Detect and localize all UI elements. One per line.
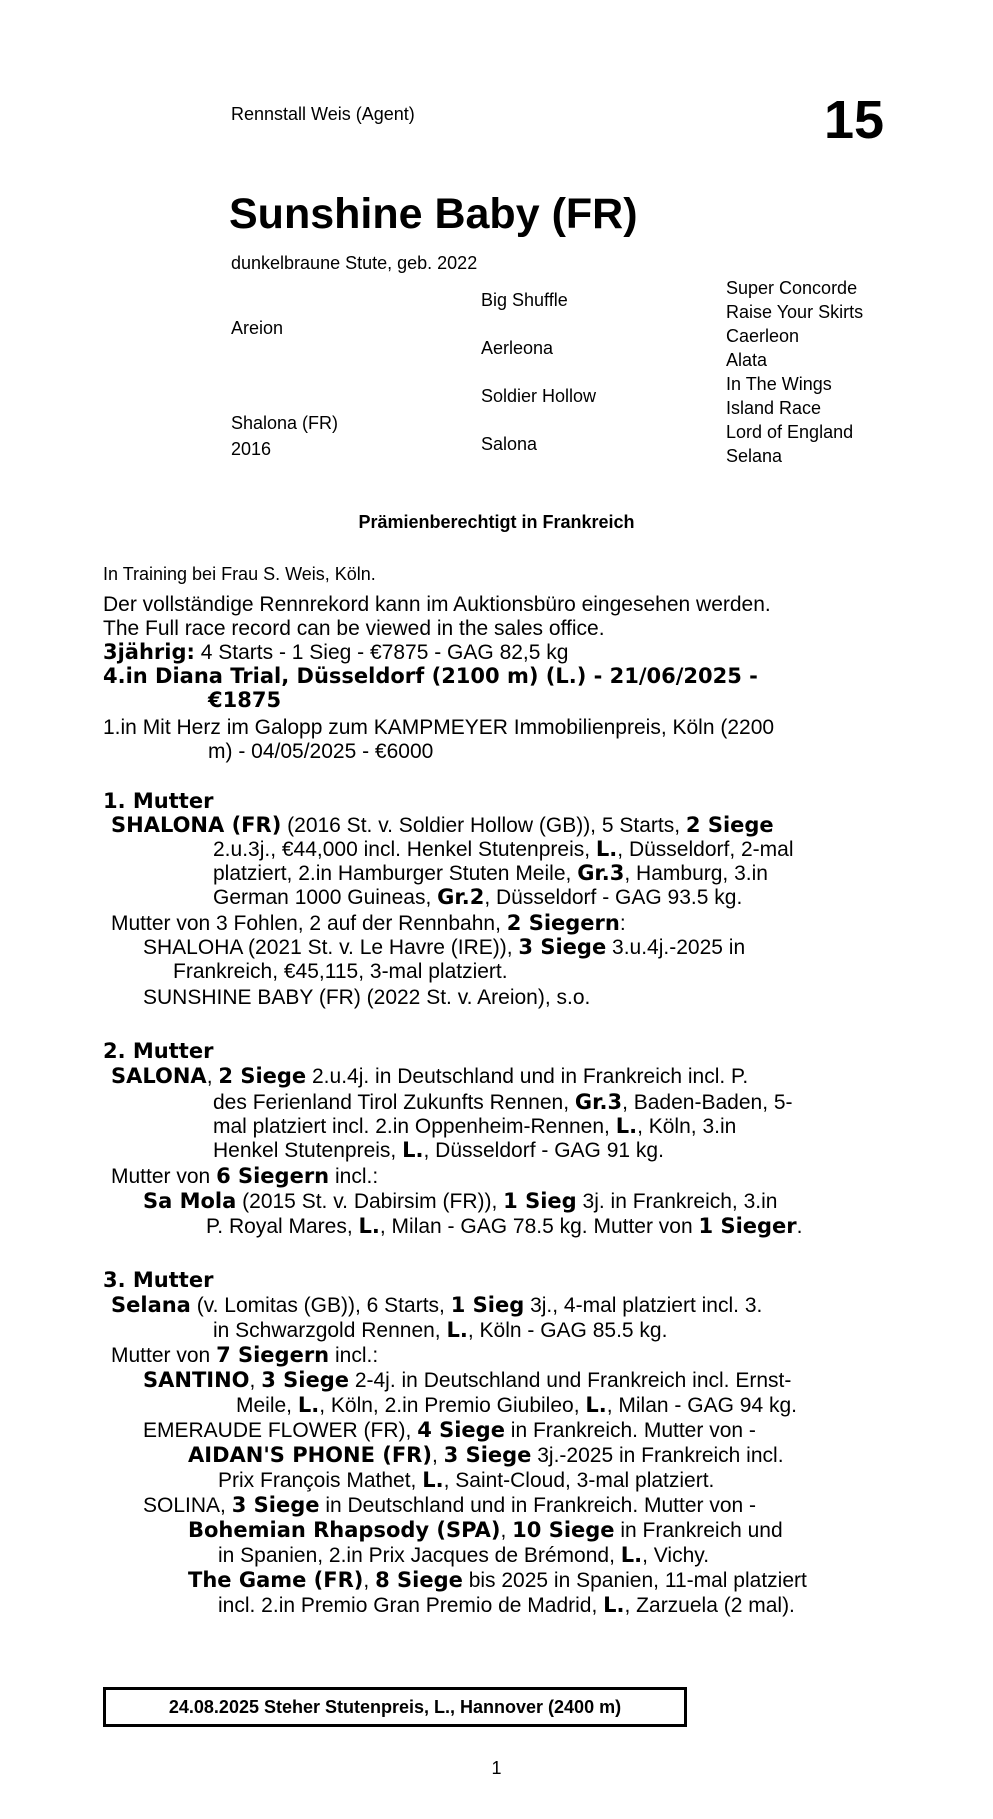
second-dam-foal-cont	[206, 1214, 802, 1239]
race-result-2-cont: m) - 04/05/2025 - €6000	[208, 740, 434, 763]
grandfoal-wins: 8 Siege	[375, 1568, 463, 1592]
third-dam-text: in Schwarzgold Rennen,	[213, 1319, 441, 1342]
first-dam-line	[213, 837, 794, 862]
race-record-summary	[103, 640, 568, 665]
grandfoal-text: incl. 2.in Premio Gran Premio de Madrid,	[218, 1594, 598, 1617]
pedigree-dam-year: 2016	[231, 439, 272, 459]
grandfoal-cont	[218, 1468, 714, 1493]
grandfoal-text: , Zarzuela (2 mal).	[624, 1594, 795, 1617]
produce-tail: incl.:	[334, 1165, 379, 1188]
foal-text: , Köln, 2.in Premio Giubileo,	[319, 1394, 580, 1417]
pedigree-grandparent: Soldier Hollow	[481, 386, 597, 406]
punct: .	[796, 1215, 803, 1238]
punct: ,	[431, 1444, 438, 1467]
foal-text: SHALOHA (2021 St. v. Le Havre (IRE)),	[143, 936, 513, 959]
listed-mark: L.	[422, 1468, 444, 1492]
first-dam-text: 2.u.3j., €44,000 incl. Henkel Stutenpreis,	[213, 838, 591, 861]
group-mark: Gr.3	[577, 861, 625, 885]
third-dam-foal-cont	[236, 1393, 797, 1418]
grandfoal-cont	[218, 1543, 709, 1568]
third-dam-text: , Köln - GAG 85.5 kg.	[467, 1319, 668, 1342]
grandfoal-wins: 3 Siege	[443, 1443, 532, 1467]
first-dam-line	[213, 885, 742, 910]
second-dam-produce	[111, 1164, 378, 1189]
grandfoal-text: bis 2025 in Spanien, 11-mal platziert	[468, 1569, 807, 1592]
second-dam-line	[213, 1138, 664, 1163]
first-dam-foal: SUNSHINE BABY (FR) (2022 St. v. Areion), s.o.	[143, 986, 591, 1009]
third-dam-foal	[143, 1418, 756, 1443]
grandfoal-name: AIDAN'S PHONE (FR)	[188, 1443, 432, 1467]
produce-winners: 7 Siegern	[216, 1343, 330, 1367]
listed-mark: L.	[615, 1114, 638, 1138]
foal-text: Meile,	[236, 1394, 293, 1417]
second-dam-text: mal platziert incl. 2.in Oppenheim-Rennen,	[213, 1115, 610, 1138]
third-dam-text: (v. Lomitas (GB)), 6 Starts,	[196, 1294, 445, 1317]
first-dam-produce	[111, 911, 626, 936]
engagement-text: 24.08.2025 Steher Stutenpreis, L., Hannover (2400 m)	[168, 1696, 622, 1717]
foal-text: , Milan - GAG 78.5 kg. Mutter von	[379, 1215, 693, 1238]
eligibility-note: Prämienberechtigt in Frankreich	[358, 512, 635, 532]
produce-winners: 6 Siegern	[216, 1164, 330, 1188]
third-dam-foal	[143, 1368, 791, 1393]
foal-text: (2015 St. v. Dabirsim (FR)),	[242, 1190, 498, 1213]
first-dam-text: , Düsseldorf - GAG 93.5 kg.	[484, 886, 743, 909]
third-dam-line	[213, 1318, 667, 1343]
lot-number: 15	[824, 90, 885, 150]
grandfoal-text: in Spanien, 2.in Prix Jacques de Brémond,	[218, 1544, 615, 1567]
third-dam-line	[111, 1293, 762, 1318]
pedigree-great-grandparent: In The Wings	[726, 374, 832, 394]
pedigree-grandparent: Aerleona	[481, 338, 554, 358]
first-dam-text: (2016 St. v. Soldier Hollow (GB)), 5 Starts,	[287, 814, 681, 837]
age-summary: 4 Starts - 1 Sieg - €7875 - GAG 82,5 kg	[200, 641, 569, 664]
first-dam-name: SHALONA (FR)	[111, 813, 282, 837]
pedigree-great-grandparent: Lord of England	[726, 422, 854, 442]
punct: ,	[206, 1065, 213, 1088]
pedigree-grandparent: Salona	[481, 434, 538, 454]
age-label: 3jährig:	[103, 640, 195, 664]
first-dam-text: German 1000 Guineas,	[213, 886, 432, 909]
foal-text: 3j. in Frankreich, 3.in	[582, 1190, 778, 1213]
foal-text: EMERAUDE FLOWER (FR),	[143, 1419, 412, 1442]
pedigree-dam: Shalona (FR)	[231, 413, 339, 433]
first-dam-foal-cont: Frankreich, €45,115, 3-mal platziert.	[173, 960, 508, 983]
foal-text: in Deutschland und in Frankreich. Mutter von -	[325, 1494, 757, 1517]
grandfoal-text: in Frankreich und	[620, 1519, 783, 1542]
second-dam-text: , Düsseldorf - GAG 91 kg.	[423, 1139, 664, 1162]
pedigree-great-grandparent: Island Race	[726, 398, 822, 418]
grandfoal-cont	[218, 1593, 795, 1618]
pedigree-great-grandparent: Selana	[726, 446, 783, 466]
group-mark: Gr.3	[574, 1090, 623, 1114]
grandfoal-text: 3j.-2025 in Frankreich incl.	[537, 1444, 784, 1467]
listed-mark: L.	[446, 1318, 468, 1342]
foal-produce: 1 Sieger	[698, 1214, 797, 1238]
pedigree-great-grandparent: Caerleon	[726, 326, 800, 346]
grandfoal-text: , Saint-Cloud, 3-mal platziert.	[443, 1469, 715, 1492]
listed-mark: L.	[585, 1393, 607, 1417]
third-dam-heading: 3. Mutter	[103, 1268, 214, 1292]
foal-name: SANTINO	[143, 1368, 250, 1392]
foal-wins: 4 Siege	[417, 1418, 505, 1442]
produce-colon: :	[619, 912, 626, 935]
foal-text: in Frankreich. Mutter von -	[510, 1419, 756, 1442]
listed-mark: L.	[595, 837, 618, 861]
third-dam-foal	[143, 1493, 756, 1518]
produce-intro: Mutter von	[111, 1344, 211, 1367]
punct: ,	[500, 1519, 507, 1542]
foal-wins: 3 Siege	[518, 935, 607, 959]
first-dam-text: , Düsseldorf, 2-mal	[617, 838, 794, 861]
third-dam-wins: 1 Sieg	[450, 1293, 525, 1317]
first-dam-heading: 1. Mutter	[103, 789, 214, 813]
foal-wins: 3 Siege	[231, 1493, 320, 1517]
first-dam-line	[213, 861, 768, 886]
horse-description: dunkelbraune Stute, geb. 2022	[231, 253, 478, 273]
third-dam-text: 3j., 4-mal platziert incl. 3.	[530, 1294, 763, 1317]
grandfoal-name: The Game (FR)	[188, 1568, 364, 1592]
second-dam-line	[213, 1114, 736, 1139]
second-dam-text: , Baden-Baden, 5-	[622, 1091, 793, 1114]
foal-text: , Milan - GAG 94 kg.	[606, 1394, 797, 1417]
race-result-1: 4.in Diana Trial, Düsseldorf (2100 m) (L.) - 21/06/2025 -	[103, 664, 758, 688]
pedigree-great-grandparent: Raise Your Skirts	[726, 302, 864, 322]
listed-mark: L.	[603, 1593, 625, 1617]
grandfoal	[188, 1518, 783, 1543]
punct: ,	[249, 1369, 256, 1392]
race-record-note-de: Der vollständige Rennrekord kann im Auktionsbüro eingesehen werden.	[103, 593, 771, 616]
second-dam-foal	[143, 1189, 777, 1214]
foal-text: 2-4j. in Deutschland und Frankreich incl. Ernst-	[354, 1369, 792, 1392]
first-dam-text: , Hamburg, 3.in	[624, 862, 768, 885]
second-dam-text: Henkel Stutenpreis,	[213, 1139, 397, 1162]
pedigree-great-grandparent: Alata	[726, 350, 768, 370]
page-number: 1	[491, 1758, 502, 1778]
second-dam-text: , Köln, 3.in	[637, 1115, 737, 1138]
group-mark: Gr.2	[437, 885, 485, 909]
pedigree-great-grandparent: Super Concorde	[726, 278, 858, 298]
race-record-note-en: The Full race record can be viewed in the sales office.	[103, 617, 605, 640]
second-dam-heading: 2. Mutter	[103, 1039, 214, 1063]
first-dam-foal	[143, 935, 745, 960]
second-dam-line	[111, 1064, 748, 1089]
second-dam-line	[213, 1090, 793, 1115]
produce-winners: 2 Siegern	[506, 911, 620, 935]
pedigree-grandparent: Big Shuffle	[481, 290, 568, 310]
listed-mark: L.	[402, 1138, 424, 1162]
foal-name: Sa Mola	[143, 1189, 237, 1213]
engagement-box	[103, 1687, 687, 1727]
training-note: In Training bei Frau S. Weis, Köln.	[103, 564, 376, 584]
grandfoal-wins: 10 Siege	[512, 1518, 615, 1542]
third-dam-name: Selana	[111, 1293, 191, 1317]
foal-text: 3.u.4j.-2025 in	[612, 936, 746, 959]
grandfoal	[188, 1443, 784, 1468]
punct: ,	[363, 1569, 370, 1592]
grandfoal-text: , Vichy.	[642, 1544, 710, 1567]
produce-tail: incl.:	[334, 1344, 379, 1367]
second-dam-name: SALONA	[111, 1064, 207, 1088]
foal-wins: 3 Siege	[261, 1368, 349, 1392]
second-dam-wins: 2 Siege	[218, 1064, 307, 1088]
produce-intro: Mutter von	[111, 1165, 211, 1188]
listed-mark: L.	[297, 1393, 320, 1417]
first-dam-line	[111, 813, 774, 838]
grandfoal	[188, 1568, 807, 1593]
first-dam-wins: 2 Siege	[685, 813, 774, 837]
first-dam-text: platziert, 2.in Hamburger Stuten Meile,	[213, 862, 572, 885]
foal-wins: 1 Sieg	[503, 1189, 577, 1213]
grandfoal-name: Bohemian Rhapsody (SPA)	[188, 1518, 501, 1542]
foal-text: P. Royal Mares,	[206, 1215, 353, 1238]
listed-mark: L.	[620, 1543, 643, 1567]
pedigree-sire: Areion	[231, 318, 284, 338]
second-dam-text: 2.u.4j. in Deutschland und in Frankreich incl. P.	[312, 1065, 749, 1088]
race-result-1-cont: €1875	[208, 688, 282, 712]
listed-mark: L.	[358, 1214, 380, 1238]
race-result-2: 1.in Mit Herz im Galopp zum KAMPMEYER Immobilienpreis, Köln (2200	[103, 716, 775, 739]
consignor: Rennstall Weis (Agent)	[231, 104, 415, 124]
third-dam-produce	[111, 1343, 378, 1368]
horse-name: Sunshine Baby (FR)	[229, 190, 638, 238]
grandfoal-text: Prix François Mathet,	[218, 1469, 417, 1492]
foal-text: SOLINA,	[143, 1494, 226, 1517]
second-dam-text: des Ferienland Tirol Zukunfts Rennen,	[213, 1091, 570, 1114]
produce-intro: Mutter von 3 Fohlen, 2 auf der Rennbahn,	[111, 912, 501, 935]
